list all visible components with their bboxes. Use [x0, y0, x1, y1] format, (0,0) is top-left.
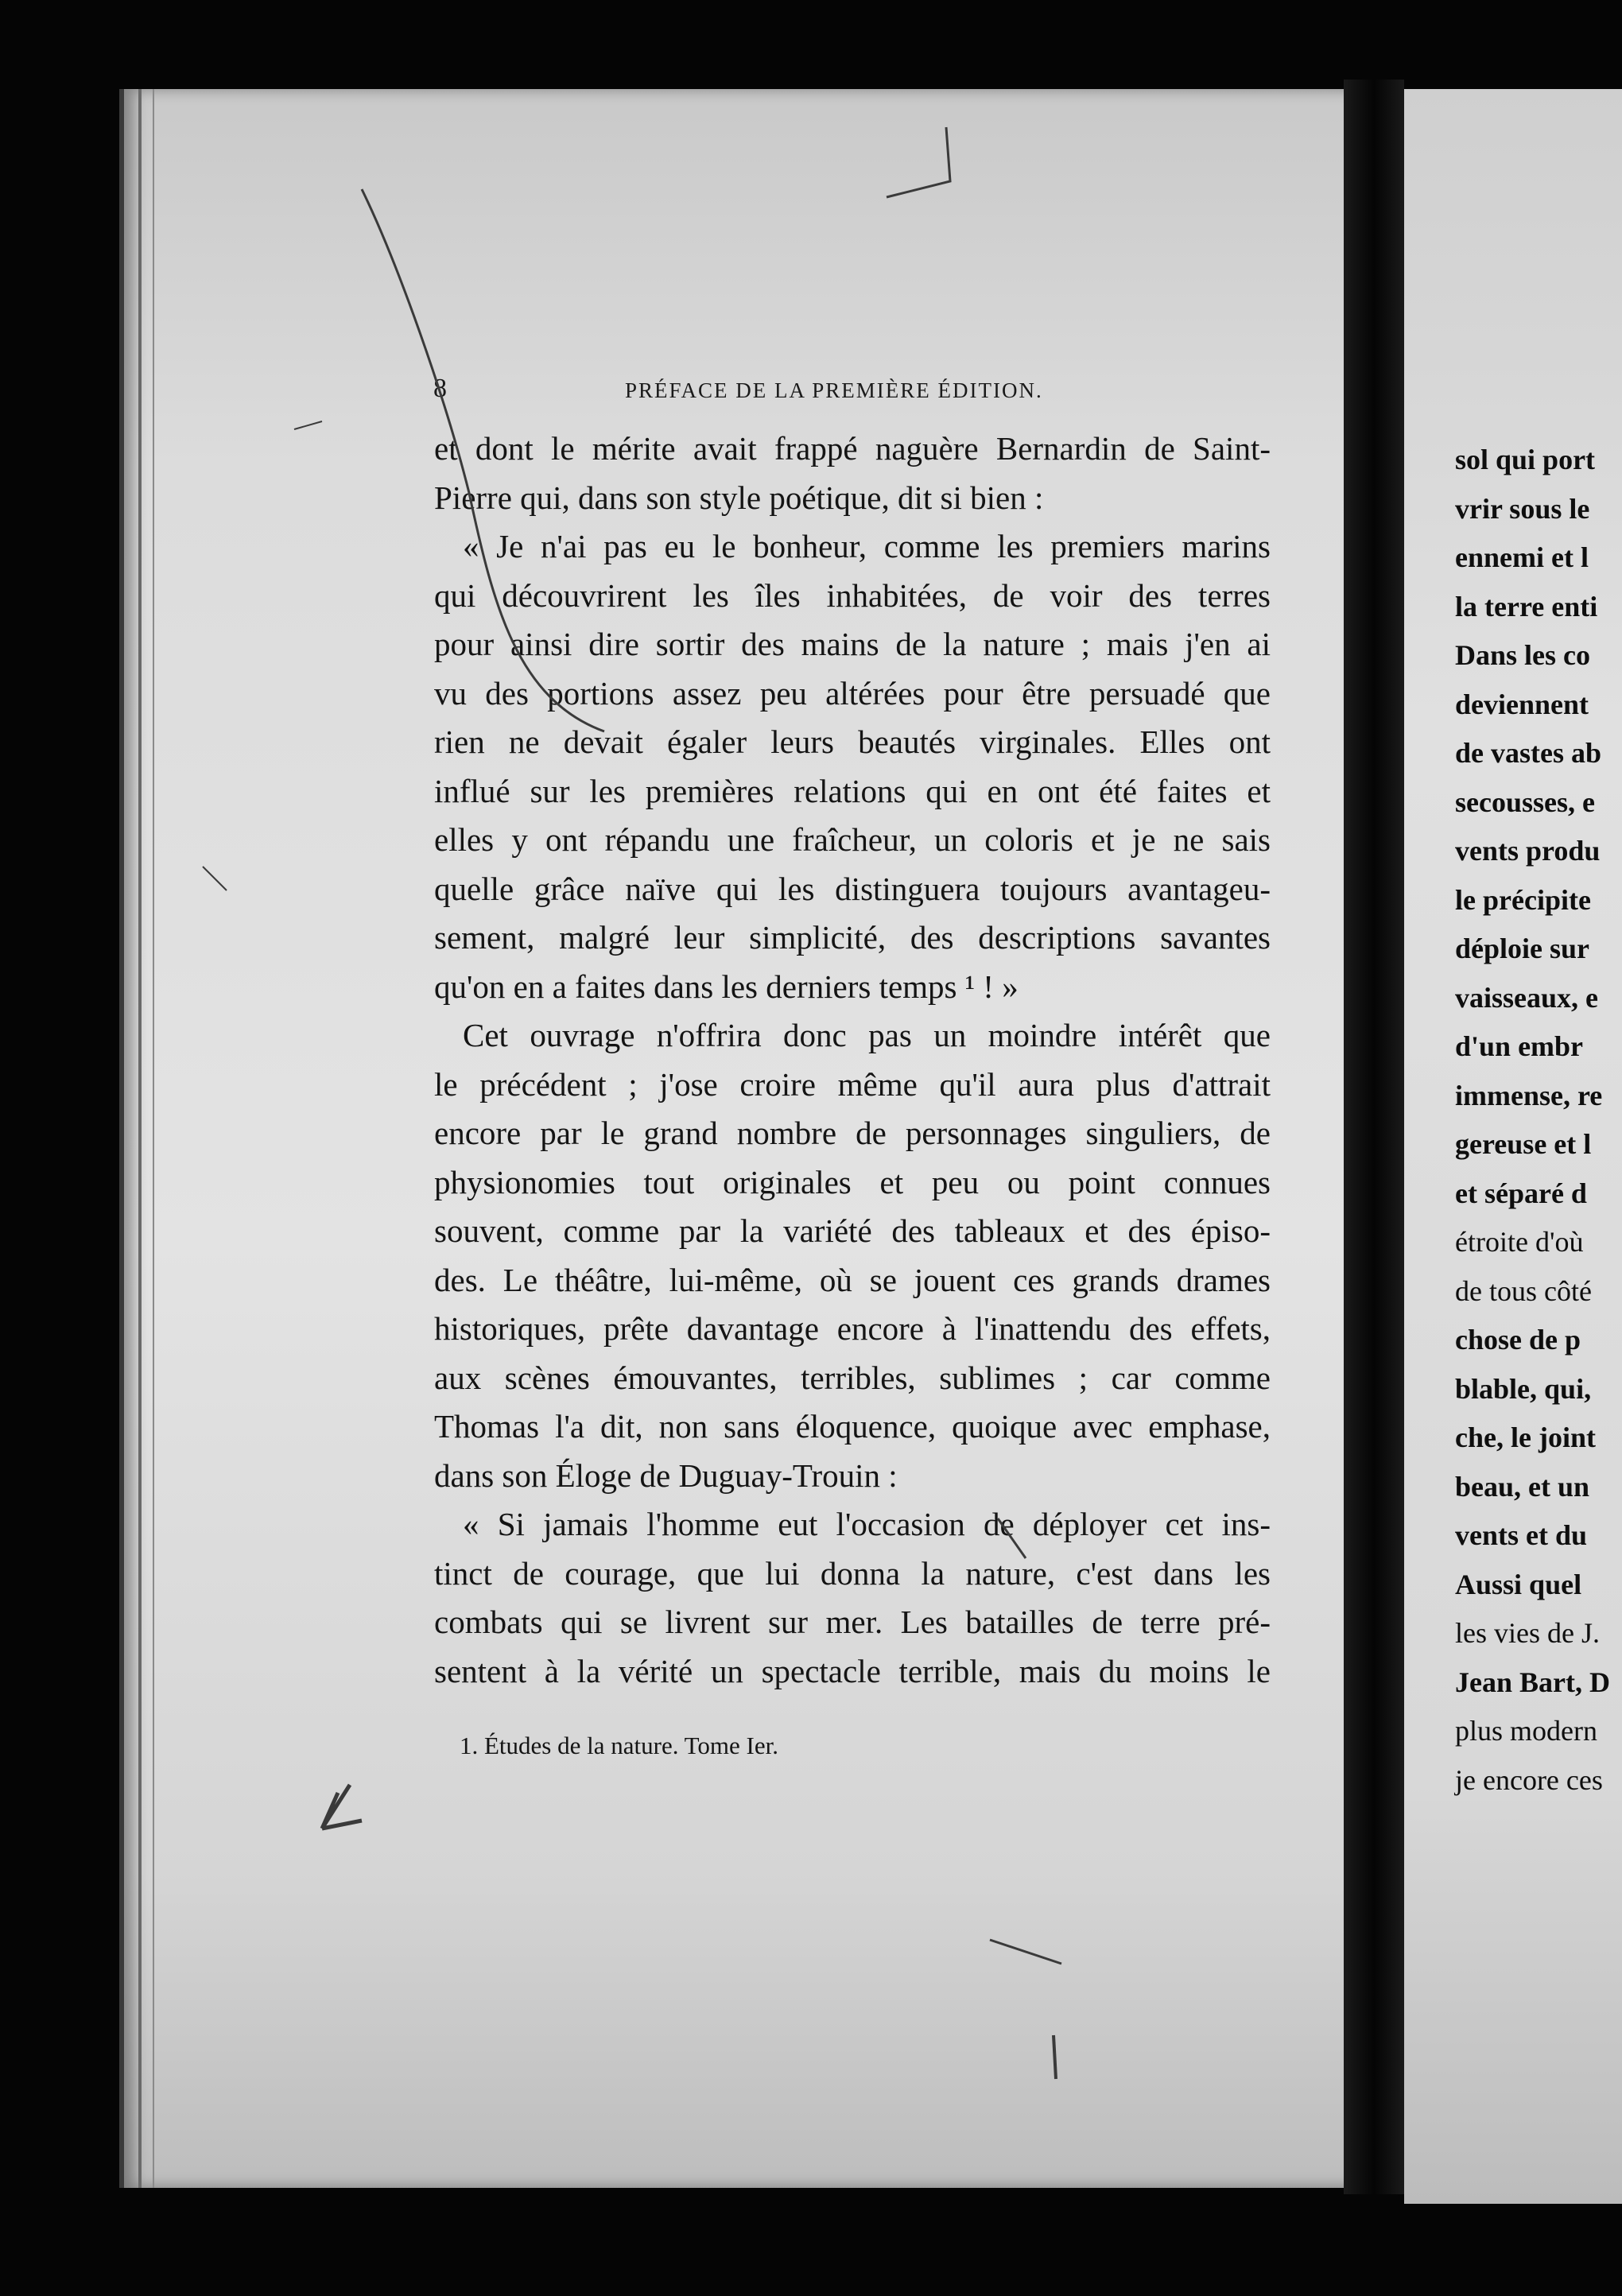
right-page-line: Aussi quel — [1455, 1568, 1582, 1600]
right-page-line: deviennent — [1455, 688, 1589, 720]
footnote: 1. Études de la nature. Tome Ier. — [460, 1732, 778, 1759]
text-line: qu'on en a faites dans les derniers temps ¹ ! » — [434, 968, 1019, 1005]
right-page-line: et séparé d — [1455, 1177, 1587, 1209]
right-page-line: vents produ — [1455, 835, 1601, 867]
right-page-line: sol qui port — [1455, 444, 1596, 475]
text-line: Thomas l'a dit, non sans éloquence, quoique avec emphase, — [434, 1408, 1271, 1445]
text-line: pour ainsi dire sortir des mains de la nature ; mais j'en ai — [434, 626, 1271, 662]
right-page-line: ennemi et l — [1455, 541, 1589, 573]
right-page-line: immense, re — [1455, 1079, 1603, 1111]
right-page-line: secousses, e — [1455, 785, 1595, 818]
page-number: 8 — [433, 374, 447, 403]
right-page-line: gereuse et l — [1455, 1128, 1592, 1160]
text-line: tinct de courage, que lui donna la nature, c'est dans les — [434, 1554, 1271, 1592]
text-line: le précédent ; j'ose croire même qu'il aura plus d'attrait — [434, 1065, 1271, 1103]
text-line: sement, malgré leur simplicité, des descriptions savantes — [434, 919, 1271, 956]
text-line: « Je n'ai pas eu le bonheur, comme les premiers marins — [463, 528, 1271, 564]
text-line: dans son Éloge de Duguay-Trouin : — [434, 1456, 898, 1494]
right-page-line: chose de p — [1455, 1324, 1581, 1355]
right-page-line: de vastes ab — [1455, 737, 1602, 769]
text-line: Cet ouvrage n'offrira donc pas un moindre intérêt que — [463, 1017, 1271, 1053]
right-page-line: Dans les co — [1455, 639, 1590, 671]
text-line: et dont le mérite avait frappé naguère Bernardin de Saint- — [434, 430, 1271, 467]
text-line: Pierre qui, dans son style poétique, dit si bien : — [434, 479, 1044, 516]
right-page-line: Jean Bart, D — [1455, 1666, 1610, 1698]
text-line: influé sur les premières relations qui en ont été faites et — [434, 772, 1271, 809]
text-line: historiques, prête davantage encore à l'inattendu des effets, — [434, 1310, 1271, 1347]
right-page-line: blable, qui, — [1455, 1372, 1592, 1405]
text-line: vu des portions assez peu altérées pour être persuadé que — [434, 674, 1271, 712]
running-title: PRÉFACE DE LA PREMIÈRE ÉDITION. — [625, 378, 1043, 402]
text-line: quelle grâce naïve qui les distinguera toujours avantageu- — [434, 870, 1271, 907]
text-line: rien ne devait égaler leurs beautés virginales. Elles ont — [434, 723, 1271, 760]
right-page-line: vaisseaux, e — [1455, 981, 1598, 1014]
right-page-line: de tous côté — [1455, 1274, 1592, 1307]
text-line: elles y ont répandu une fraîcheur, un coloris et je ne sais — [434, 821, 1271, 858]
right-page-line: le précipite — [1455, 883, 1591, 916]
book-gutter — [1344, 80, 1404, 2194]
text-line: qui découvrirent les îles inhabitées, de voir des terres — [434, 576, 1271, 614]
right-page-line: vrir sous le — [1455, 492, 1590, 525]
right-page-line: étroite d'où — [1455, 1226, 1584, 1258]
right-page-line: beau, et un — [1455, 1470, 1590, 1503]
right-page-text — [1455, 436, 1622, 1805]
right-page-line: che, le joint — [1455, 1421, 1596, 1453]
text-line: encore par le grand nombre de personnages singuliers, de — [434, 1115, 1271, 1151]
right-page-line: vents et du — [1455, 1519, 1588, 1551]
text-line: physionomies tout originales et peu ou point connues — [434, 1163, 1271, 1200]
text-line: combats qui se livrent sur mer. Les batailles de terre pré- — [434, 1604, 1271, 1640]
right-page-line: plus modern — [1455, 1715, 1597, 1747]
right-page-line: je encore ces — [1455, 1763, 1603, 1796]
text-line: des. Le théâtre, lui-même, où se jouent ces grands drames — [434, 1261, 1271, 1298]
right-page-line: déploie sur — [1455, 933, 1590, 964]
right-page-line: d'un embr — [1455, 1030, 1584, 1062]
main-text-block — [434, 425, 1271, 1696]
text-line: sentent à la vérité un spectacle terrible, mais du moins le — [434, 1652, 1271, 1689]
text-line: « Si jamais l'homme eut l'occasion de déployer cet ins- — [463, 1506, 1271, 1542]
right-page-line: la terre enti — [1455, 590, 1598, 622]
right-page-line: les vies de J. — [1455, 1617, 1600, 1649]
text-line: aux scènes émouvantes, terribles, sublimes ; car comme — [434, 1359, 1271, 1396]
text-line: souvent, comme par la variété des tableaux et des épiso- — [434, 1212, 1271, 1249]
